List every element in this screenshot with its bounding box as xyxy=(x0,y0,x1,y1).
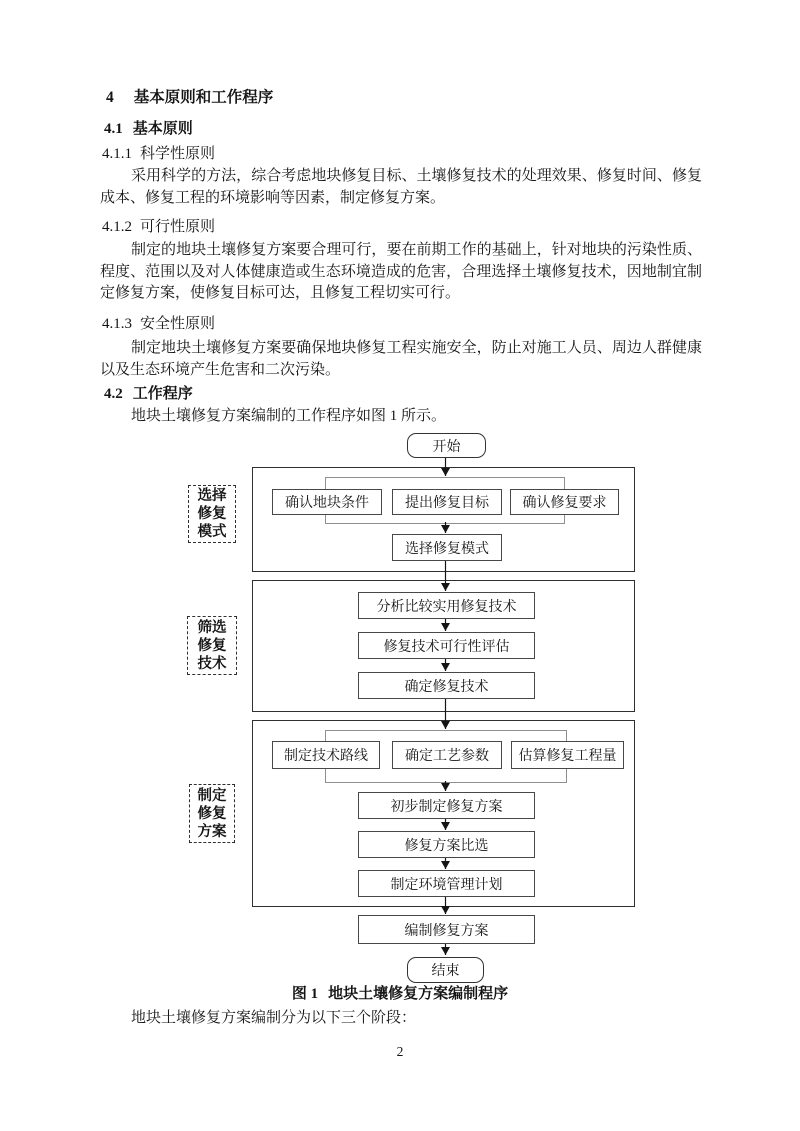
flow-step-compile-remediation-plan: 编制修复方案 xyxy=(358,915,535,944)
heading-number: 4 xyxy=(106,89,114,106)
flow-step-determine-process-parameters: 确定工艺参数 xyxy=(392,741,502,769)
heading-4-1-3 xyxy=(102,312,215,333)
flow-step-draft-remediation-plan: 初步制定修复方案 xyxy=(358,792,535,819)
flow-step-confirm-site-conditions: 确认地块条件 xyxy=(272,489,382,515)
stage-label-line: 修复 xyxy=(197,506,227,522)
flow-step-feasibility-assessment: 修复技术可行性评估 xyxy=(358,632,535,659)
stage-label-line: 技术 xyxy=(197,655,227,672)
paragraph-figure-intro: 地块土壤修复方案编制的工作程序如图 1 所示。 xyxy=(131,408,447,424)
heading-text: 可行性原则 xyxy=(140,219,216,235)
stage-label-line: 选择 xyxy=(197,488,227,504)
stage-label-line: 制定 xyxy=(197,787,227,804)
figure-caption-title: 地块土壤修复方案编制程序 xyxy=(328,986,509,1002)
flow-step-analyze-compare-technologies: 分析比较实用修复技术 xyxy=(358,592,535,619)
heading-text: 基本原则和工作程序 xyxy=(133,89,274,106)
heading-4-2 xyxy=(104,382,193,403)
flow-step-determine-technology: 确定修复技术 xyxy=(358,672,535,699)
flow-step-develop-technical-route: 制定技术路线 xyxy=(272,741,380,769)
heading-4-1 xyxy=(104,117,193,138)
flow-step-estimate-work-quantity: 估算修复工程量 xyxy=(511,741,624,769)
stage-label-line: 修复 xyxy=(197,805,227,822)
heading-number: 4.1 xyxy=(104,121,123,137)
figure-caption xyxy=(0,982,800,1003)
heading-text: 安全性原则 xyxy=(140,316,216,332)
heading-text: 基本原则 xyxy=(132,121,193,137)
flow-step-plan-comparison: 修复方案比选 xyxy=(358,831,535,858)
paragraph-scientific-principle: 采用科学的方法，综合考虑地块修复目标、土壤修复技术的处理效果、修复时间、修复成本、修复工程的环境影响等因素，制定修复方案。 xyxy=(100,168,702,206)
flow-end-node: 结束 xyxy=(407,957,484,983)
paragraph-three-phases: 地块土壤修复方案编制分为以下三个阶段： xyxy=(131,1010,417,1026)
heading-number: 4.1.1 xyxy=(102,146,132,162)
heading-number: 4.2 xyxy=(104,386,123,402)
stage-label-line: 筛选 xyxy=(197,619,227,636)
stage-label-line: 方案 xyxy=(197,823,227,840)
heading-text: 工作程序 xyxy=(132,386,193,402)
page-number: 2 xyxy=(396,1044,404,1059)
stage-label-line: 修复 xyxy=(197,637,227,654)
stage-label-line: 模式 xyxy=(197,524,227,540)
heading-text: 科学性原则 xyxy=(140,146,216,162)
flow-step-confirm-remediation-requirements: 确认修复要求 xyxy=(510,489,619,515)
flow-step-select-remediation-mode: 选择修复模式 xyxy=(392,534,502,561)
flow-step-propose-remediation-targets: 提出修复目标 xyxy=(392,489,502,515)
stage-label-screen-technology xyxy=(187,616,237,675)
paragraph-feasibility-principle: 制定的地块土壤修复方案要合理可行，要在前期工作的基础上，针对地块的污染性质、程度、范围以及对人体健康造或生态环境造成的危害，合理选择土壤修复技术，因地制宜制定修复方案，使修复目标可达，且修复工程切实可行。 xyxy=(100,242,702,302)
flow-start-node: 开始 xyxy=(407,433,486,458)
flow-step-environmental-management-plan: 制定环境管理计划 xyxy=(358,870,535,897)
stage-label-select-mode xyxy=(188,485,236,543)
stage-label-develop-plan xyxy=(189,784,235,843)
heading-number: 4.1.3 xyxy=(102,316,132,332)
figure-caption-number: 图 1 xyxy=(291,986,319,1002)
heading-chapter xyxy=(106,85,273,107)
heading-4-1-1 xyxy=(102,142,215,163)
heading-number: 4.1.2 xyxy=(102,219,132,235)
heading-4-1-2 xyxy=(102,215,215,236)
paragraph-safety-principle: 制定地块土壤修复方案要确保地块修复工程实施安全，防止对施工人员、周边人群健康以及生态环境产生危害和二次污染。 xyxy=(100,340,702,378)
